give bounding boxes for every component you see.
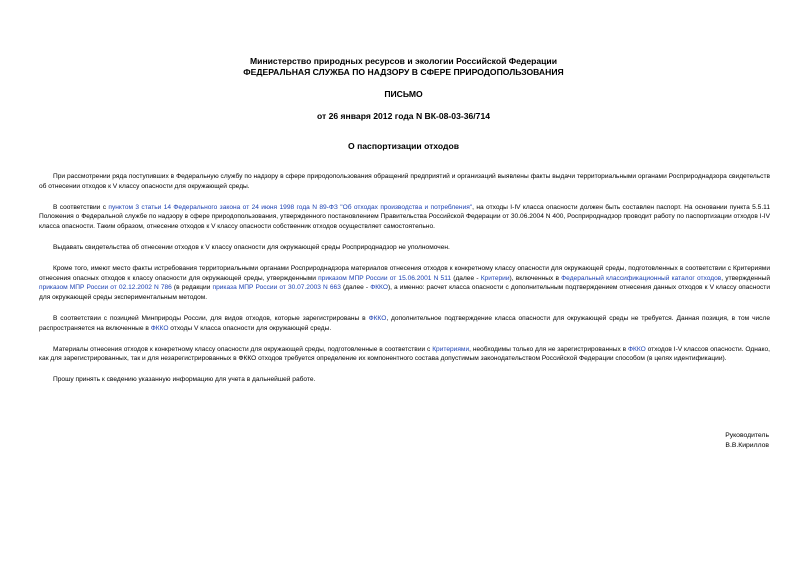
paragraph-3: Выдавать свидетельства об отнесении отходов к V классу опасности для окружающей среды Росприроднадзор не уполномочен.	[53, 243, 450, 251]
document-type: ПИСЬМО	[384, 89, 423, 99]
paragraph-6-text-c: отходов I-V классов опасности. Однако, как для зарегистрированных, так и для незарегистрированных в ФККО отходов требуется определение их компонентного состава допустимым законодательством Российской Федерации способом (в целях идентификации).	[39, 345, 770, 363]
order-511-link[interactable]: приказом МПР России от 15.06.2001 N 511	[318, 274, 452, 282]
paragraph-2-text-b: , на отходы I-IV класса опасности должен быть составлен паспорт. На основании пункта 5.5.11 Положения о Федеральной службе по надзору в сфере природопользования, утвержденного постановлением Правительства Российской Федерации от 30.06.2004 N 400, Росприроднадзор проводит работу по паспортизации отходов I-IV класса опасности. Таким образом, отнесение отходов к V классу опасности собственник отходов осуществляет самостоятельно.	[39, 203, 771, 230]
signature-name: В.В.Кириллов	[725, 442, 769, 449]
paragraph-2	[39, 203, 770, 232]
paragraph-6	[39, 345, 770, 364]
fkko-link[interactable]: ФККО	[368, 314, 387, 322]
criteria-link[interactable]: Критерии	[480, 274, 510, 282]
paragraph-7: Прошу принять к сведению указанную информацию для учета в дальнейшей работе.	[53, 376, 316, 384]
document-subject: О паспортизации отходов	[348, 141, 459, 151]
paragraph-4-text-c: ), включенных в	[509, 274, 562, 282]
paragraph-4-text-g: ), а именно: расчет класса опасности с дополнительным подтверждением отнесения данных отходов к V классу опасности для окружающей среды экспериментальным методом.	[39, 284, 771, 301]
paragraph-5-text-c: отходы V класса опасности для окружающей среды.	[168, 324, 332, 332]
service-title: ФЕДЕРАЛЬНАЯ СЛУЖБА ПО НАДЗОРУ В СФЕРЕ ПРИРОДОПОЛЬЗОВАНИЯ	[243, 67, 564, 77]
paragraph-6-text-a: Материалы отнесения отходов к конкретному классу опасности для окружающей среды, подготовленные в соответствии с	[53, 345, 433, 353]
document-date: от 26 января 2012 года N ВК-08-03-36/714	[316, 111, 491, 121]
criteria-link[interactable]: Критериями	[432, 345, 470, 353]
paragraph-4-text-b: (далее -	[451, 274, 481, 282]
paragraph-1: При рассмотрении ряда поступивших в Федеральную службу по надзору в сфере природопользования обращений предприятий и организаций выявлены факты выдачи территориальными органами Росприроднадзора свидетельств об отнесении отходов к V классу опасности для окружающей среды.	[39, 173, 770, 190]
paragraph-5-text-b: , дополнительное подтверждение класса опасности для окружающей среды не требуется. Данная позиция, в том числе распространяется на включенные в	[39, 314, 770, 332]
signature-title: Руководитель	[725, 432, 769, 439]
paragraph-4	[39, 264, 770, 302]
law-89fz-link[interactable]: пунктом 3 статьи 14 Федерального закона от 24 июня 1998 года N 89-ФЗ "Об отходах производства и потребления"	[108, 203, 473, 211]
fkko-link[interactable]: ФККО	[150, 324, 169, 332]
document-body	[39, 172, 770, 396]
signature-block	[725, 431, 769, 451]
paragraph-6-text-b: , необходимы только для не зарегистрированных в	[469, 345, 628, 353]
order-786-link[interactable]: приказом МПР России от 02.12.2002 N 786	[39, 284, 172, 292]
paragraph-4-text-f: (далее -	[340, 284, 371, 292]
paragraph-4-text-d: , утвержденный	[721, 274, 771, 282]
paragraph-5-text-a: В соответствии с позицией Минприроды России, для видов отходов, которые зарегистрированы в	[53, 314, 369, 322]
fkko-link[interactable]: ФККО	[370, 284, 388, 292]
fkko-catalog-link[interactable]: Федеральный классификационный каталог отходов	[561, 274, 722, 282]
order-663-link[interactable]: приказа МПР России от 30.07.2003 N 663	[212, 284, 341, 292]
paragraph-5	[39, 314, 770, 333]
fkko-link[interactable]: ФККО	[628, 345, 646, 353]
paragraph-4-text-e: (в редакции	[171, 284, 213, 292]
paragraph-4-text-a: Кроме того, имеют место факты истребования территориальными органами Росприроднадзора материалов отнесения отходов к конкретному классу опасности для окружающей среды, подготовленных в соответствии с Критериями отнесения опасных отходов к классу опасности для окружающей среды, утвержденными	[39, 265, 770, 282]
paragraph-2-text-a: В соответствии с	[53, 203, 109, 211]
ministry-title: Министерство природных ресурсов и экологии Российской Федерации	[250, 56, 557, 66]
